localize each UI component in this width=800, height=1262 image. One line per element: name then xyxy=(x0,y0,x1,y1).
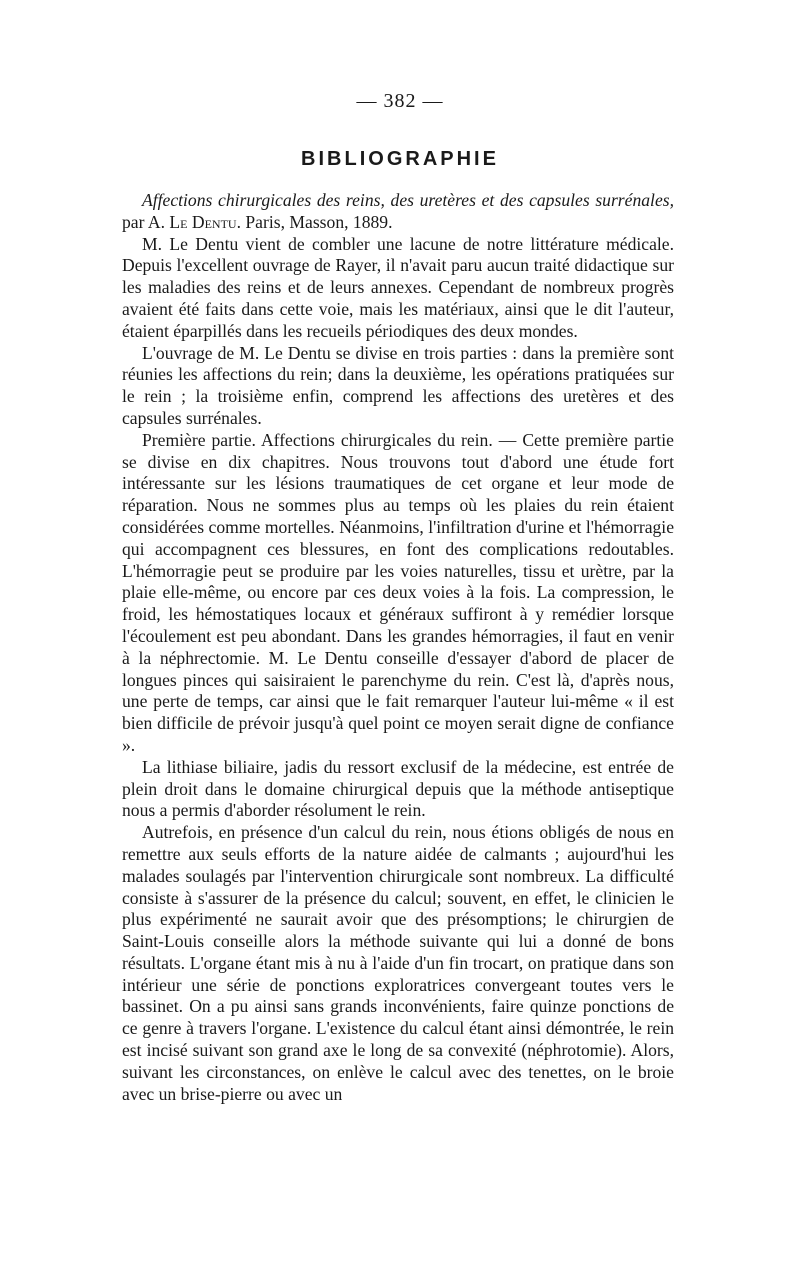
paragraph-part-one: Première partie. Affections chirurgicales du rein. — Cette première partie se divise en dix chapitres. Nous trouvons tout d'abord une étude fort intéressante sur les lésions traumatiques de cet organe et leur mode de réparation. Nous ne sommes plus au temps où les plaies du rein étaient considérées comme mortelles. Néanmoins, l'infiltration d'urine et l'hémorragie qui accompagnent ces blessures, en font des complications redoutables. L'hémorragie peut se produire par les voies naturelles, tissu et urètre, par la plaie elle-même, ou encore par ces deux voies à la fois. La compression, le froid, les hémostatiques locaux et généraux suffiront à y remédier lorsque l'écoulement est peu abondant. Dans les grandes hémorragies, il faut en venir à la néphrectomie. M. Le Dentu conseille d'essayer d'abord de placer de longues pinces qui saisiraient le parenchyme du rein. C'est là, d'après nous, une perte de temps, car ainsi que le fait remarquer l'auteur lui-même « il est bien difficile de prévoir jusqu'à quel point ce moyen serait digne de confiance ». xyxy=(122,429,674,755)
paragraph-lithiasis: La lithiase biliaire, jadis du ressort exclusif de la médecine, est entrée de plein droit dans le domaine chirurgical depuis que la méthode antiseptique nous a permis d'aborder résolument le rein. xyxy=(122,756,674,821)
paragraph-intro: M. Le Dentu vient de combler une lacune de notre littérature médicale. Depuis l'excellent ouvrage de Rayer, il n'avait paru aucun traité didactique sur les maladies des reins et de leurs annexes. Cependant de nombreux progrès avaient été faits dans cette voie, mais les matériaux, ainsi que le dit l'auteur, étaient éparpillés dans les recueils périodiques des deux mondes. xyxy=(122,233,674,341)
paragraph-calculus: Autrefois, en présence d'un calcul du rein, nous étions obligés de nous en remettre aux seuls efforts de la nature aidée de calmants ; aujourd'hui les malades soulagés par l'intervention chirurgicale sont nombreux. La difficulté consiste à s'assurer de la présence du calcul; souvent, en effet, le clinicien le plus expérimenté ne saurait avoir que des présomptions; le chirurgien de Saint-Louis conseille alors la méthode suivante qui lui a donné de bons résultats. L'organe étant mis à nu à l'aide d'un fin trocart, on pratique dans son intérieur une série de ponctions exploratrices convergeant toutes vers le bassinet. On a pu ainsi sans grands inconvénients, faire quinze ponctions de ce genre à travers l'organe. L'existence du calcul étant ainsi démontrée, le rein est incisé suivant son grand axe le long de sa convexité (néphrotomie). Alors, suivant les circonstances, on enlève le calcul avec des tenettes, on le broie avec un brise-pierre ou avec un xyxy=(122,822,674,1104)
section-heading: BIBLIOGRAPHIE xyxy=(301,148,499,170)
citation-title: Affections chirurgicales des reins, des uretères et des capsules surrénales, xyxy=(142,190,674,210)
body-text xyxy=(122,190,674,1105)
page-number: — 382 — xyxy=(356,90,444,112)
citation-by: par A. xyxy=(122,211,170,232)
paragraph-structure: L'ouvrage de M. Le Dentu se divise en trois parties : dans la première sont réunies les affections du rein; dans la deuxième, les opérations pratiquées sur le rein ; la troisième enfin, comprend les affections des uretères et des capsules surrénales. xyxy=(122,342,674,428)
citation-author: Le Dentu xyxy=(169,211,237,232)
citation-publisher: . Paris, Masson, 1889. xyxy=(236,211,393,232)
bibliographic-citation xyxy=(122,190,674,234)
